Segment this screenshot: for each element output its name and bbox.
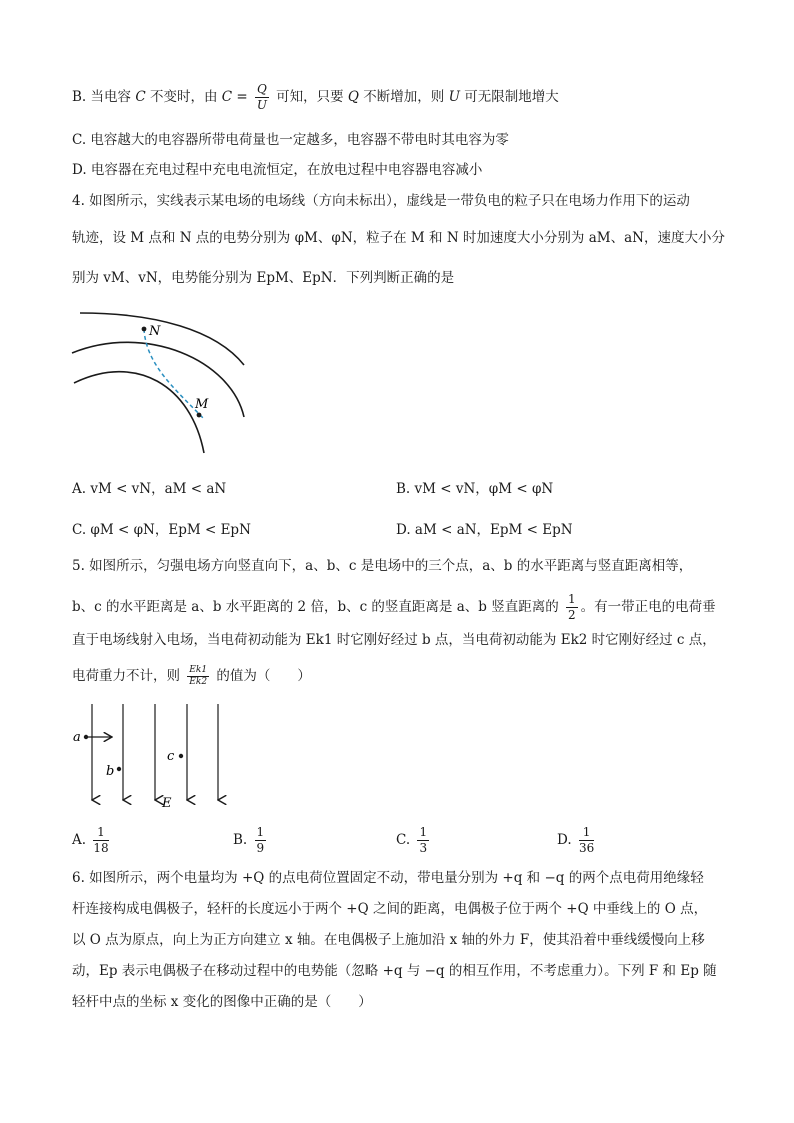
fraction-denominator: 9 <box>256 841 265 855</box>
fraction-denominator: Ek2 <box>189 677 208 687</box>
q6-stem-line5: 轻杆中点的坐标 x 变化的图像中正确的是（ ） <box>72 994 372 1010</box>
fraction-one-half <box>566 592 578 623</box>
label-n: N <box>149 324 161 339</box>
q4-option-c: C. φM < φN，EpM < EpN <box>72 522 251 538</box>
q5-line4-text2: 的值为（ ） <box>216 668 311 684</box>
q6-stem-line2: 杆连接构成电偶极子，轻杆的长度远小于两个 +Q 之间的距离，电偶极子位于两个 +Q 中垂线上的 O 点， <box>72 901 708 917</box>
q4-option-d: D. aM < aN，EpM < EpN <box>396 522 573 538</box>
fraction-denominator: U <box>256 98 267 112</box>
point-b <box>117 767 121 771</box>
option-letter: A. <box>72 832 87 848</box>
q5-option-a <box>72 825 112 856</box>
option-fraction <box>579 825 594 856</box>
fraction-numerator: 1 <box>568 592 576 606</box>
q6-stem-line1: 6. 如图所示，两个电量均为 +Q 的点电荷位置固定不动，带电量分别为 +q 和 −q 的两个点电荷用绝缘轻 <box>72 870 704 886</box>
q3-option-c: C. 电容越大的电容器所带电荷量也一定越多，电容器不带电时其电容为零 <box>72 132 509 148</box>
label-e: E <box>162 796 172 811</box>
option-letter: C. <box>396 832 411 848</box>
var-c: C <box>135 89 146 105</box>
q5-option-b <box>233 825 269 856</box>
q6-stem-line3: 以 O 点为原点，向上为正方向建立 x 轴。在电偶极子上施加沿 x 轴的外力 F，使其沿着中垂线缓慢向上移 <box>72 932 705 948</box>
option-fraction <box>93 825 108 856</box>
q3-optb-text: B. 当电容 <box>72 89 132 105</box>
fraction-ek1-over-ek2 <box>187 665 209 688</box>
option-fraction <box>255 825 267 856</box>
q3-optb-text4: 不断增加，则 <box>363 89 445 105</box>
q4-stem-line2: 轨迹，设 M 点和 N 点的电势分别为 φM、φN，粒子在 M 和 N 时加速度大小分别为 aM、aN，速度大小分 <box>72 230 725 246</box>
q5-option-d <box>557 825 597 856</box>
q5-uniform-field-diagram <box>66 700 236 815</box>
option-letter: B. <box>233 832 248 848</box>
var-q: Q <box>347 89 359 105</box>
label-c: c <box>167 749 175 764</box>
fraction-numerator: 1 <box>419 825 428 839</box>
point-m <box>197 413 202 418</box>
q4-field-diagram <box>66 305 256 455</box>
q3-option-b <box>72 82 559 113</box>
label-m: M <box>195 397 209 412</box>
q3-optb-text2: 不变时，由 <box>149 89 218 105</box>
fraction-numerator: 1 <box>256 825 265 839</box>
q4-stem-line3: 别为 vM、vN，电势能分别为 EpM、EpN．下列判断正确的是 <box>72 270 455 286</box>
field-line-bottom <box>74 372 204 453</box>
fraction-q-over-u <box>255 82 269 113</box>
fraction-denominator: 3 <box>419 841 428 855</box>
fraction-denominator: 18 <box>93 841 109 855</box>
q3-optb-text3: 可知，只要 <box>276 89 344 105</box>
q5-stem-line3: 直于电场线射入电场，当电荷初动能为 Ek1 时它刚好经过 b 点，当电荷初动能为 Ek2 时它刚好经过 c 点， <box>72 632 716 648</box>
label-a: a <box>73 730 81 745</box>
label-b: b <box>106 764 115 779</box>
point-a <box>84 735 88 739</box>
fraction-numerator: Ek1 <box>189 665 208 675</box>
q5-stem-line2 <box>72 592 716 623</box>
fraction-denominator: 2 <box>568 608 576 622</box>
q5-line4-text: 电荷重力不计，则 <box>72 668 180 684</box>
q4-option-b: B. vM < vN，φM < φN <box>396 481 554 497</box>
point-c <box>179 754 183 758</box>
fraction-numerator: 1 <box>93 825 108 841</box>
q5-stem-line4 <box>72 665 311 688</box>
q5-line2-text: b、c 的水平距离是 a、b 水平距离的 2 倍，b、c 的竖直距离是 a、b 竖直距离的 <box>72 599 559 615</box>
var-u: U <box>448 89 460 105</box>
q5-stem-line1: 5. 如图所示，匀强电场方向竖直向下，a、b、c 是电场中的三个点，a、b 的水平距离与竖直距离相等， <box>72 558 693 574</box>
field-line-middle <box>72 342 244 417</box>
q4-option-a: A. vM < vN，aM < aN <box>72 481 227 497</box>
point-n <box>142 327 147 332</box>
q3-optb-text5: 可无限制地增大 <box>464 89 559 105</box>
option-letter: D. <box>557 832 572 848</box>
equation-lhs: C = <box>221 89 248 105</box>
q5-line2-text2: 。有一带正电的电荷垂 <box>580 599 716 615</box>
fraction-numerator: 1 <box>579 825 594 841</box>
field-line-top <box>80 313 244 365</box>
option-fraction <box>417 825 429 856</box>
fraction-denominator: 36 <box>578 841 595 855</box>
q3-option-d: D. 电容器在充电过程中充电电流恒定，在放电过程中电容器电容减小 <box>72 162 483 178</box>
q5-option-c <box>396 825 432 856</box>
q6-stem-line4: 动，Ep 表示电偶极子在移动过程中的电势能（忽略 +q 与 −q 的相互作用，不考虑重力）。下列 F 和 Ep 随 <box>72 963 717 979</box>
fraction-numerator: Q <box>256 82 267 96</box>
q4-stem-line1: 4. 如图所示，实线表示某电场的电场线（方向未标出），虚线是一带负电的粒子只在电场力作用下的运动 <box>72 193 690 209</box>
